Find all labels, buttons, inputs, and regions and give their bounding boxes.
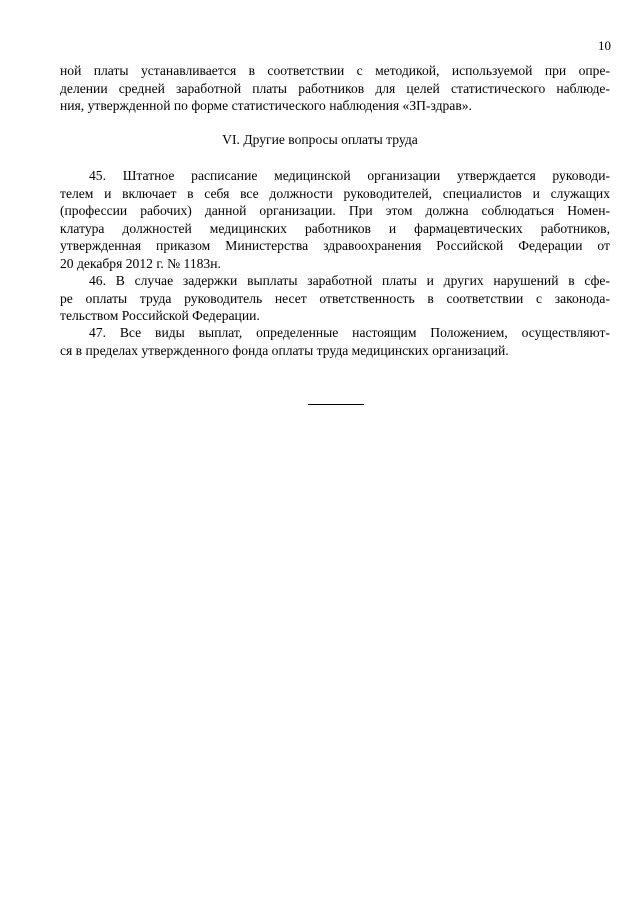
text-line: ре оплаты труда руководитель несет ответственность в соответствии с законода- <box>60 290 610 306</box>
text-line: ния, утвержденной по форме статистического наблюдения «ЗП-здрав». <box>60 98 472 113</box>
text-line: делении средней заработной платы работников для целей статистического наблюде- <box>60 80 610 96</box>
text-line: 45. Штатное расписание медицинской организации утверждается руководи- <box>89 168 610 183</box>
text-line: 20 декабря 2012 г. № 1183н. <box>60 255 221 271</box>
text-line: ной платы устанавливается в соответствии с методикой, используемой при опре- <box>60 63 610 78</box>
paragraph-47 <box>60 324 610 359</box>
text-line: утвержденная приказом Министерства здравоохранения Российской Федерации от <box>60 238 610 253</box>
section-heading: VI. Другие вопросы оплаты труда <box>222 132 418 147</box>
text-line: ся в пределах утвержденного фонда оплаты труда медицинских организаций. <box>60 342 509 358</box>
text-line: 46. В случае задержки выплаты заработной платы и других нарушений в сфе- <box>89 273 610 288</box>
end-separator-line <box>308 404 364 405</box>
paragraph-45 <box>60 167 610 272</box>
paragraph-46 <box>60 272 610 325</box>
text-line: (профессии рабочих) данной организации. При этом должна соблюдаться Номен- <box>60 203 610 218</box>
page-number: 10 <box>598 38 611 53</box>
text-line: тельством Российской Федерации. <box>60 308 260 323</box>
text-line: 47. Все виды выплат, определенные настоящим Положением, осуществляют- <box>89 325 610 340</box>
intro-paragraph <box>60 62 610 115</box>
text-line: клатура должностей медицинских работников и фармацевтических работников, <box>60 220 610 236</box>
text-line: телем и включает в себя все должности руководителей, специалистов и служащих <box>60 185 610 201</box>
